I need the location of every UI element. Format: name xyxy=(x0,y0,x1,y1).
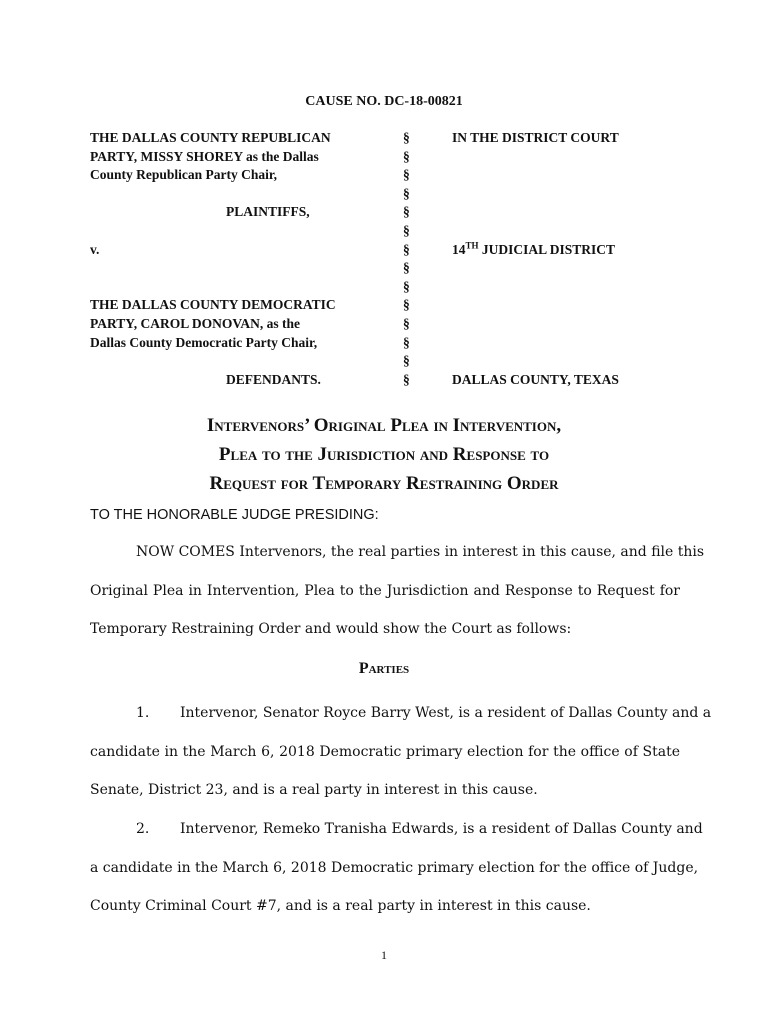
section-symbol: § xyxy=(403,315,410,331)
paragraph-line: Intervenor, Remeko Tranisha Edwards, is a resident of Dallas County and xyxy=(180,821,703,837)
paragraph-line: County Criminal Court #7, and is a real party in interest in this cause. xyxy=(90,898,591,914)
paragraph-line: NOW COMES Intervenors, the real parties in interest in this cause, and file this xyxy=(136,544,705,560)
section-symbol: § xyxy=(403,353,410,369)
district-label: JUDICIAL DISTRICT xyxy=(481,241,616,257)
numbered-paragraph xyxy=(90,694,712,810)
plaintiffs-label: PLAINTIFFS, xyxy=(226,204,310,220)
page-number: 1 xyxy=(381,948,387,962)
section-symbol: § xyxy=(403,185,410,201)
section-symbol: § xyxy=(403,278,410,294)
defendants-label: DEFENDANTS. xyxy=(226,371,321,387)
defendant-line: PARTY, CAROL DONOVAN, as the xyxy=(90,315,301,331)
plaintiff-line: PARTY, MISSY SHOREY as the Dallas xyxy=(90,148,319,164)
intro-paragraph xyxy=(90,533,705,649)
court-name: IN THE DISTRICT COURT xyxy=(452,130,619,145)
salutation: TO THE HONORABLE JUDGE PRESIDING: xyxy=(90,507,379,523)
case-caption xyxy=(90,129,690,399)
plaintiff-line: County Republican Party Chair, xyxy=(90,167,278,183)
section-symbol: § xyxy=(403,260,410,276)
section-symbol: § xyxy=(403,130,410,145)
paragraph-line: Original Plea in Intervention, Plea to the Jurisdiction and Response to Request for xyxy=(90,582,680,599)
caption-parties xyxy=(90,129,390,389)
paragraph-number: 2. xyxy=(136,821,150,837)
section-symbol: § xyxy=(403,241,410,257)
paragraph-line: a candidate in the March 6, 2018 Democratic primary election for the office of Judge, xyxy=(90,859,699,876)
paragraph-line: candidate in the March 6, 2018 Democratic primary election for the office of State xyxy=(90,743,680,760)
title-line: Request for Temporary Restraining Order xyxy=(209,473,559,494)
title-line: Intervenors’ Original Plea in Intervention, xyxy=(206,415,562,436)
cause-number: CAUSE NO. DC-18-00821 xyxy=(305,94,463,109)
county-name: DALLAS COUNTY, TEXAS xyxy=(452,371,619,387)
numbered-paragraph xyxy=(90,810,703,926)
judicial-district xyxy=(452,241,615,260)
defendant-line: THE DALLAS COUNTY DEMOCRATIC xyxy=(90,297,336,313)
section-symbol: § xyxy=(403,167,410,183)
paragraph-number: 1. xyxy=(136,705,150,721)
district-suffix: TH xyxy=(465,240,479,251)
defendant-line: Dallas County Democratic Party Chair, xyxy=(90,334,318,350)
document-title xyxy=(0,411,768,498)
paragraph-line: Temporary Restraining Order and would show the Court as follows: xyxy=(90,621,572,637)
section-symbol: § xyxy=(403,204,410,220)
section-symbol: § xyxy=(403,371,410,387)
section-symbol-column xyxy=(403,129,423,389)
paragraph-line: Senate, District 23, and is a real party in interest in this cause. xyxy=(90,782,538,798)
section-symbol: § xyxy=(403,297,410,313)
paragraph-line: Intervenor, Senator Royce Barry West, is a resident of Dallas County and a xyxy=(180,705,712,721)
district-number: 14 xyxy=(452,241,466,257)
section-heading: Parties xyxy=(358,660,410,677)
section-symbol: § xyxy=(403,334,410,350)
section-symbol: § xyxy=(403,222,410,238)
plaintiff-line: THE DALLAS COUNTY REPUBLICAN xyxy=(90,130,331,145)
title-line: Plea to the Jurisdiction and Response to xyxy=(218,444,550,465)
versus: v. xyxy=(90,241,100,257)
section-symbol: § xyxy=(403,148,410,164)
